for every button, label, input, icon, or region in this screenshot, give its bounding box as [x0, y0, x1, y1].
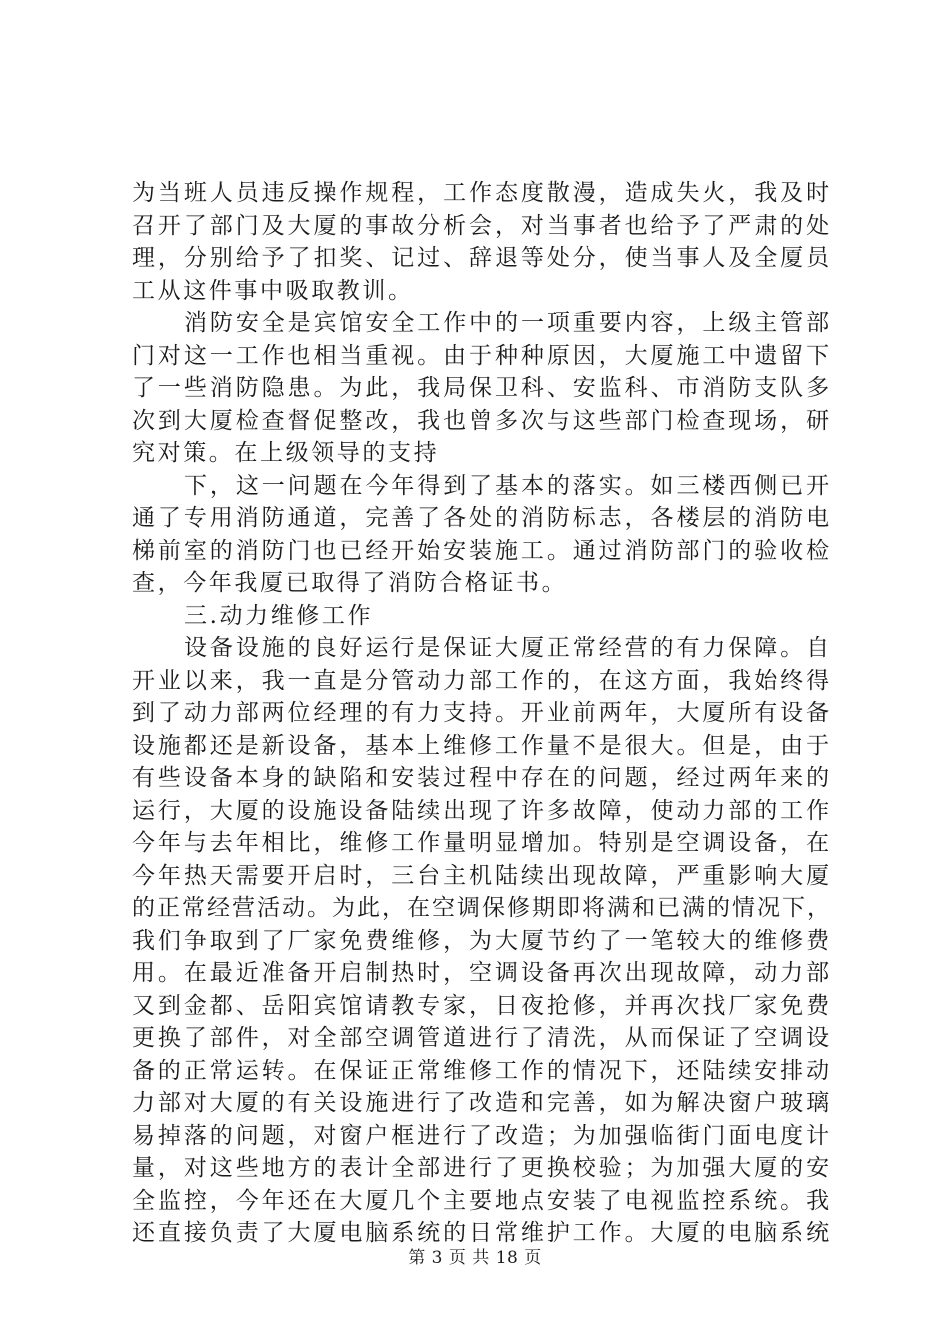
text-line: 设施都还是新设备，基本上维修工作量不是很大。但是，由于	[132, 732, 832, 759]
text-line: 到了动力部两位经理的有力支持。开业前两年，大厦所有设备	[132, 700, 832, 726]
text-line: 又到金都、岳阳宾馆请教专家，日夜抢修，并再次找厂家免费	[132, 992, 832, 1019]
text-line: 下，这一问题在今年得到了基本的落实。如三楼西侧已开	[184, 472, 832, 499]
page-footer: 第 3 页 共 18 页	[408, 1248, 542, 1268]
text-line: 有些设备本身的缺陷和安装过程中存在的问题，经过两年来的	[132, 765, 832, 791]
text-line: 查，今年我厦已取得了消防合格证书。	[132, 570, 568, 596]
text-line: 的正常经营活动。为此，在空调保修期即将满和已满的情况下，	[132, 895, 832, 921]
text-line: 次到大厦检查督促整改，我也曾多次与这些部门检查现场，研	[132, 407, 832, 434]
text-line: 了一些消防隐患。为此，我局保卫科、安监科、市消防支队多	[132, 375, 832, 401]
text-line: 究对策。在上级领导的支持	[132, 440, 440, 466]
text-line: 更换了部件，对全部空调管道进行了清洗，从而保证了空调设	[132, 1025, 832, 1051]
text-line: 开业以来，我一直是分管动力部工作的，在这方面，我始终得	[132, 667, 832, 694]
text-line: 还直接负责了大厦电脑系统的日常维护工作。大厦的电脑系统	[132, 1220, 832, 1246]
text-line: 运行，大厦的设施设备陆续出现了许多故障，使动力部的工作	[132, 797, 832, 824]
text-line: 备的正常运转。在保证正常维修工作的情况下，还陆续安排动	[132, 1057, 832, 1084]
text-line: 力部对大厦的有关设施进行了改造和完善，如为解决窗户玻璃	[132, 1090, 832, 1116]
text-line: 消防安全是宾馆安全工作中的一项重要内容，上级主管部	[184, 310, 832, 336]
text-line: 理，分别给予了扣奖、记过、辞退等处分，使当事人及全厦员	[132, 245, 832, 271]
text-line: 为当班人员违反操作规程，工作态度散漫，造成失火，我及时	[132, 180, 832, 206]
text-line: 我们争取到了厂家免费维修，为大厦节约了一笔较大的维修费	[132, 927, 832, 954]
text-line: 三.动力维修工作	[184, 602, 374, 629]
text-line: 工从这件事中吸取教训。	[132, 277, 414, 304]
text-line: 门对这一工作也相当重视。由于种种原因，大厦施工中遗留下	[132, 342, 832, 369]
text-line: 梯前室的消防门也已经开始安装施工。通过消防部门的验收检	[132, 537, 832, 564]
text-line: 用。在最近准备开启制热时，空调设备再次出现故障，动力部	[132, 960, 832, 986]
body-text	[132, 177, 832, 1250]
text-line: 全监控，今年还在大厦几个主要地点安装了电视监控系统。我	[132, 1187, 832, 1214]
text-line: 易掉落的问题，对窗户框进行了改造；为加强临街门面电度计	[132, 1122, 832, 1149]
text-line: 设备设施的良好运行是保证大厦正常经营的有力保障。自	[184, 635, 832, 661]
text-line: 通了专用消防通道，完善了各处的消防标志，各楼层的消防电	[132, 505, 832, 531]
text-line: 量，对这些地方的表计全部进行了更换校验；为加强大厦的安	[132, 1155, 832, 1181]
text-line: 今年热天需要开启时，三台主机陆续出现故障，严重影响大厦	[132, 862, 832, 889]
text-line: 今年与去年相比，维修工作量明显增加。特别是空调设备，在	[132, 830, 832, 856]
text-line: 召开了部门及大厦的事故分析会，对当事者也给予了严肃的处	[132, 212, 832, 239]
